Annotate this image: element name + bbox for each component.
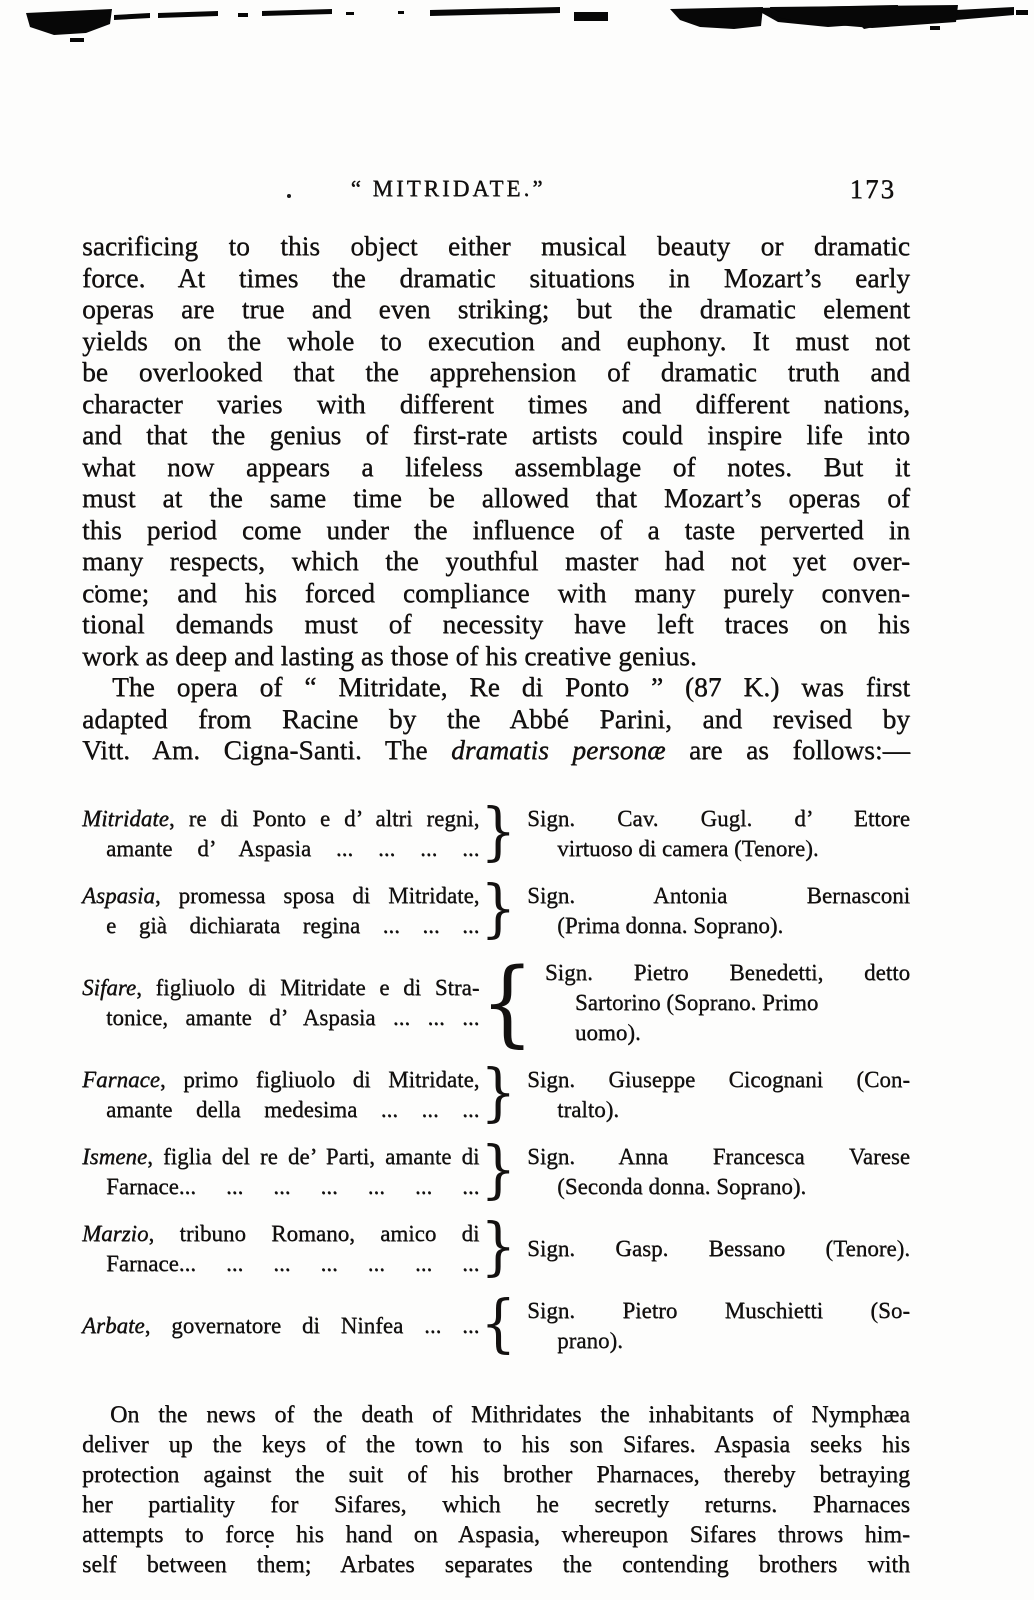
text-line: and that the genius of first-rate artists could inspire life into [82,419,910,450]
text-span: , re di Ponto e d’ altri regni, [168,805,480,831]
text-line: her partiality for Sifares, which he secretly returns. Pharnaces [82,1491,910,1518]
text-line: Farnace... ... ... ... ... ... ... [106,1173,480,1199]
text-line: attempts to force his hand on Aspasia, whereupon Sifares throws him- [82,1521,910,1548]
role-name: Farnace [82,1066,160,1092]
text-line: what now appears a lifeless assemblage of notes. But it [82,450,910,482]
cast-brace: { [480,946,534,1057]
text-line: amante della medesima ... ... ... [106,1096,480,1122]
cast-entry-ismene [82,1134,910,1208]
singer-credit [517,1142,910,1202]
text-span: are as follows:— [665,734,910,765]
role-name: Mitridate [82,805,169,831]
text-line: Sign. Pietro Muschietti (So- [527,1297,910,1323]
role-description [82,804,479,864]
paragraph-synopsis [82,1400,910,1580]
text-line [82,1142,479,1172]
singer-credit [517,804,910,864]
cast-entry-sifare [82,946,910,1057]
role-description [82,1219,479,1279]
text-line: (Prima donna. Soprano). [557,912,784,938]
role-description [82,881,479,941]
text-line: prano). [557,1327,623,1353]
text-line: Sign. Gasp. Bessano (Tenore). [527,1235,910,1261]
text-span: Vitt. Am. Cigna-Santi. The [82,734,451,765]
text-line [82,1311,479,1341]
cast-brace: { [480,1288,517,1362]
text-line: sacrificing to this object either musical beauty or dramatic [82,230,910,261]
text-line: uomo). [574,1019,641,1045]
text-span: , governatore di Ninfea ... ... [144,1312,480,1338]
text-line [82,1065,479,1095]
text-line [82,1219,479,1249]
text-line: adapted from Racine by the Abbé Parini, and revised by [82,702,910,734]
role-name: Sifare [82,974,137,1000]
cast-brace: } [480,1211,517,1285]
text-line: tonice, amante d’ Aspasia ... ... ... [106,1004,480,1030]
text-line [82,973,479,1003]
cast-brace: } [480,1057,517,1131]
dramatis-personae-italic: dramatis personæ [451,734,666,765]
text-line: yields on the whole to execution and euphony. It must not [82,324,910,356]
text-span: , figlia del re de’ Parti, amante di [147,1143,480,1169]
text-line: Sign. Anna Francesca Varese [527,1143,910,1169]
singer-credit [517,1234,910,1264]
text-line: (Seconda donna. Soprano). [557,1173,807,1199]
singer-credit [517,1065,910,1125]
text-line [82,734,910,766]
role-name: Arbate [82,1312,145,1338]
cast-entry-aspasia [82,873,910,947]
text-block [82,0,910,1580]
text-line: Sign. Cav. Gugl. d’ Ettore [527,805,910,831]
cast-entry-farnace [82,1057,910,1131]
text-line: be overlooked that the apprehension of dramatic truth and [82,356,910,387]
cast-entry-marzio [82,1211,910,1285]
text-line: Sartorino (Soprano. Primo [574,989,819,1015]
text-line: this period come under the influence of a taste perverted in [82,513,910,545]
cast-entry-mitridate [82,796,910,870]
text-line: many respects, which the youthful master had not yet over- [82,545,910,576]
text-line: tralto). [557,1096,620,1122]
text-span: , tribuno Romano, amico di [148,1220,480,1246]
cast-entry-arbate [82,1288,910,1362]
role-name: Marzio [82,1220,149,1246]
text-line: Farnace... ... ... ... ... ... ... [106,1250,480,1276]
text-line: operas are true and even striking; but the dramatic element [82,293,910,324]
text-line [82,881,479,911]
text-line: virtuoso di camera (Tenore). [557,835,819,861]
text-line: force. At times the dramatic situations in Mozart’s early [82,261,910,293]
text-span: , promessa sposa di Mitridate, [154,882,480,908]
text-line: deliver up the keys of the town to his son Sifares. Aspasia seeks his [82,1431,910,1458]
text-line: Sign. Antonia Bernasconi [527,882,910,908]
text-line: On the news of the death of Mithridates the inhabitants of Nymphæa [110,1401,910,1428]
singer-credit [535,958,910,1048]
text-line: self between them; Arbates separates the contending brothers with [82,1551,910,1578]
singer-credit [517,1296,910,1356]
text-line: come; and his forced compliance with many purely conven- [82,576,910,608]
role-description [82,1065,479,1125]
text-line: e già dichiarata regina ... ... ... [106,912,480,938]
cast-brace: } [480,873,517,947]
chapter-title: “ MITRIDATE.” [350,176,546,201]
text-span: , figliuolo di Mitridate e di Stra- [136,974,480,1000]
text-line: must at the same time be allowed that Mozart’s operas of [82,482,910,513]
text-line: Sign. Giuseppe Cicognani (Con- [527,1066,910,1092]
role-description [82,1142,479,1202]
page-number: 173 [849,174,896,204]
paragraph-critique [82,230,910,671]
text-line [82,804,479,834]
text-line: The opera of “ Mitridate, Re di Ponto ” (87 K.) was first [112,671,910,702]
singer-credit [517,881,910,941]
role-name: Aspasia [82,882,155,908]
cast-brace: } [480,1134,517,1208]
running-head [82,176,910,210]
text-line: work as deep and lasting as those of his creative genius. [82,639,697,671]
text-line: tional demands must of necessity have left traces on his [82,608,910,639]
text-line: character varies with different times and different nations, [82,387,910,419]
cast-list [82,796,910,1362]
text-span: , primo figliuolo di Mitridate, [159,1066,480,1092]
role-name: Ismene [82,1143,148,1169]
role-description [82,1311,479,1341]
paragraph-opera-intro [82,671,910,766]
role-description [82,973,479,1033]
text-line: amante d’ Aspasia ... ... ... ... [106,835,480,861]
cast-brace: } [480,796,517,870]
text-line: protection against the suit of his brother Pharnaces, thereby betraying [82,1461,910,1488]
text-line: Sign. Pietro Benedetti, detto [544,959,910,985]
